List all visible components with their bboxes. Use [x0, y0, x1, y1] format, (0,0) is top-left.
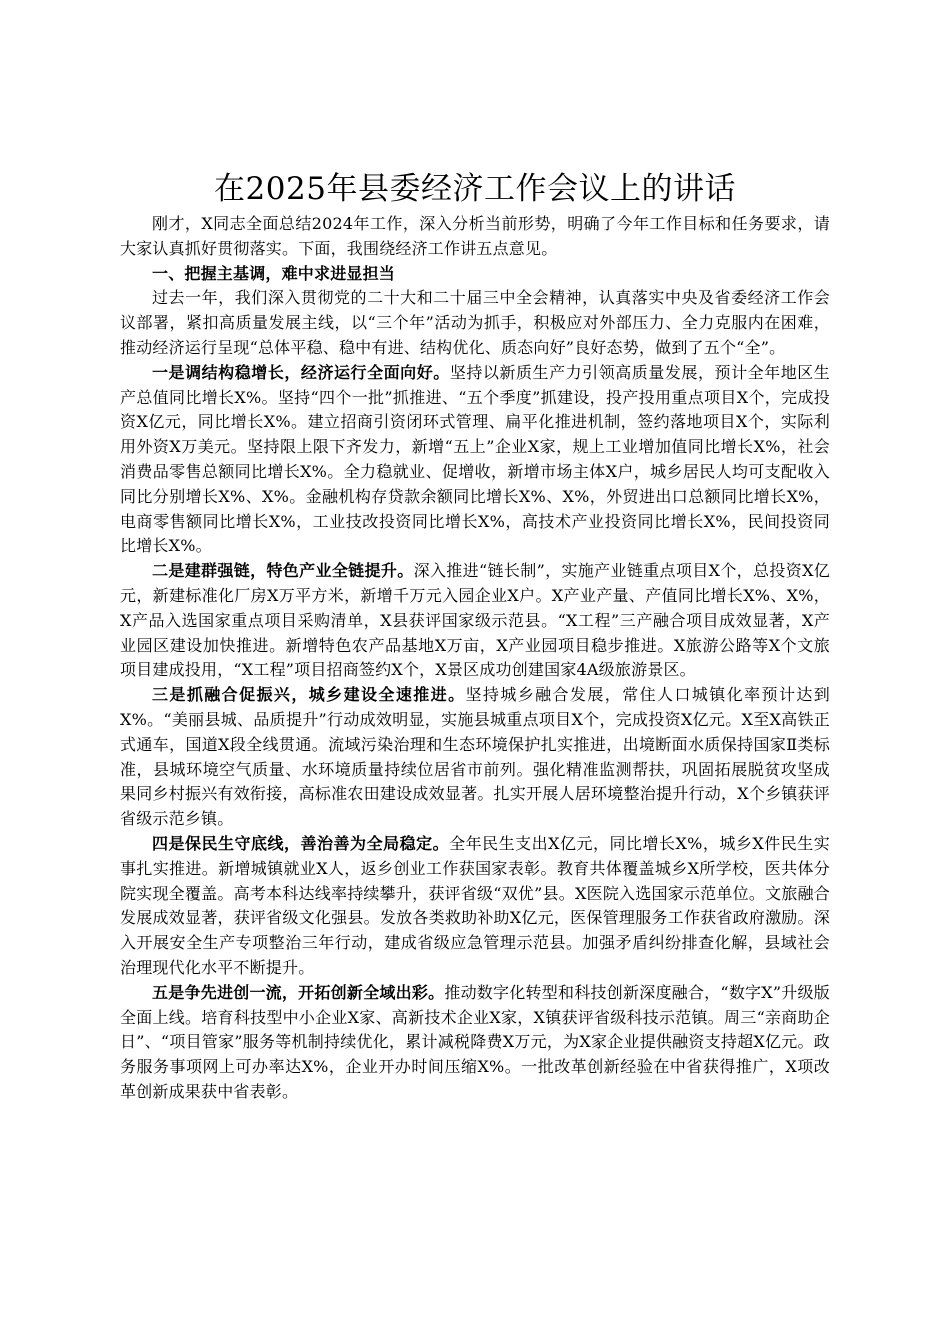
- point-body: 坚持城乡融合发展，常住人口城镇化率预计达到X%。“美丽县城、品质提升”行动成效明显，实施县城重点项目X个，完成投资X亿元。X至X高铁正式通车，国道X段全线贯通。流域污染治理和生态环境保护扎实推进，出境断面水质保持国家Ⅱ类标准，县城环境空气质量、水环境质量持续位居省市前列。强化精准监测帮扶，巩固拓展脱贫攻坚成果同乡村振兴有效衔接，高标准农田建设成效显著。扎实开展人居环境整治提升行动，X个乡镇获评省级示范乡镇。: [120, 685, 830, 829]
- point-paragraph-3: [120, 683, 830, 832]
- point-lead: 三是抓融合促振兴，城乡建设全速推进。: [152, 685, 466, 705]
- point-paragraph-1: [120, 361, 830, 559]
- document-title: 在2025年县委经济工作会议上的讲话: [214, 171, 736, 207]
- point-body: 坚持以新质生产力引领高质量发展，预计全年地区生产总值同比增长X%。坚持“四个一批”抓推进、“五个季度”抓建设，投产投用重点项目X个，完成投资X亿元，同比增长X%。建立招商引资闭环式管理、扁平化推进机制，签约落地项目X个，实际利用外资X万美元。坚持限上限下齐发力，新增“五上”企业X家，规上工业增加值同比增长X%，社会消费品零售总额同比增长X%。全力稳就业、促增收，新增市场主体X户，城乡居民人均可支配收入同比分别增长X%、X%。金融机构存贷款余额同比增长X%、X%，外贸进出口总额同比增长X%，电商零售额同比增长X%，工业技改投资同比增长X%，高技术产业投资同比增长X%，民间投资同比增长X%。: [120, 362, 830, 556]
- point-lead: 二是建群强链，特色产业全链提升。: [152, 561, 414, 581]
- point-lead: 四是保民生守底线，善治善为全局稳定。: [152, 833, 450, 853]
- section-heading: 一、把握主基调，难中求进显担当: [152, 263, 396, 283]
- intro-paragraph: 刚才，X同志全面总结2024年工作，深入分析当前形势，明确了今年工作目标和任务要求，请大家认真抓好贯彻落实。下面，我围绕经济工作讲五点意见。: [120, 214, 830, 258]
- point-paragraph-5: [120, 981, 830, 1105]
- point-lead: 一是调结构稳增长，经济运行全面向好。: [152, 362, 450, 382]
- point-body: 深入推进“链长制”，实施产业链重点项目X个，总投资X亿元，新建标准化厂房X万平方米，新增千万元入园企业X户。X产业产量、产值同比增长X%、X%，X产品入选国家重点项目采购清单，X县获评国家级示范县。“X工程”三产融合项目成效显著，X产业园区建设加快推进。新增特色农产品基地X万亩，X产业园项目稳步推进。X旅游公路等X个文旅项目建成投用，“X工程”项目招商签约X个，X景区成功创建国家4A级旅游景区。: [120, 561, 831, 680]
- section-summary: 过去一年，我们深入贯彻党的二十大和二十届三中全会精神，认真落实中央及省委经济工作会议部署，紧扣高质量发展主线，以“三个年”活动为抓手，积极应对外部压力、全力克服内在困难，推动经济运行呈现“总体平稳、稳中有进、结构优化、质态向好”良好态势，做到了五个“全”。: [120, 288, 830, 357]
- point-body: 全年民生支出X亿元，同比增长X%，城乡X件民生实事扎实推进。新增城镇就业X人，返乡创业工作获国家表彰。教育共体覆盖城乡X所学校，医共体分院实现全覆盖。高考本科达线率持续攀升，获评省级“双优”县。X医院入选国家示范单位。文旅融合发展成效显著，获评省级文化强县。发放各类救助补助X亿元，医保管理服务工作获省政府激励。深入开展安全生产专项整治三年行动，建成省级应急管理示范县。加强矛盾纠纷排查化解，县域社会治理现代化水平不断提升。: [120, 833, 830, 977]
- point-lead: 五是争先进创一流，开拓创新全域出彩。: [152, 982, 445, 1002]
- point-paragraph-2: [120, 559, 830, 683]
- point-paragraph-4: [120, 832, 830, 981]
- point-body: 推动数字化转型和科技创新深度融合，“数字X”升级版全面上线。培育科技型中小企业X家、高新技术企业X家，X镇获评省级科技示范镇。周三“亲商助企日”、“项目管家”服务等机制持续优化，累计减税降费X万元，为X家企业提供融资支持超X亿元。政务服务事项网上可办率达X%，企业开办时间压缩X%。一批改革创新经验在中省获得推广，X项改革创新成果获中省表彰。: [120, 982, 830, 1101]
- document-page: [120, 168, 830, 1105]
